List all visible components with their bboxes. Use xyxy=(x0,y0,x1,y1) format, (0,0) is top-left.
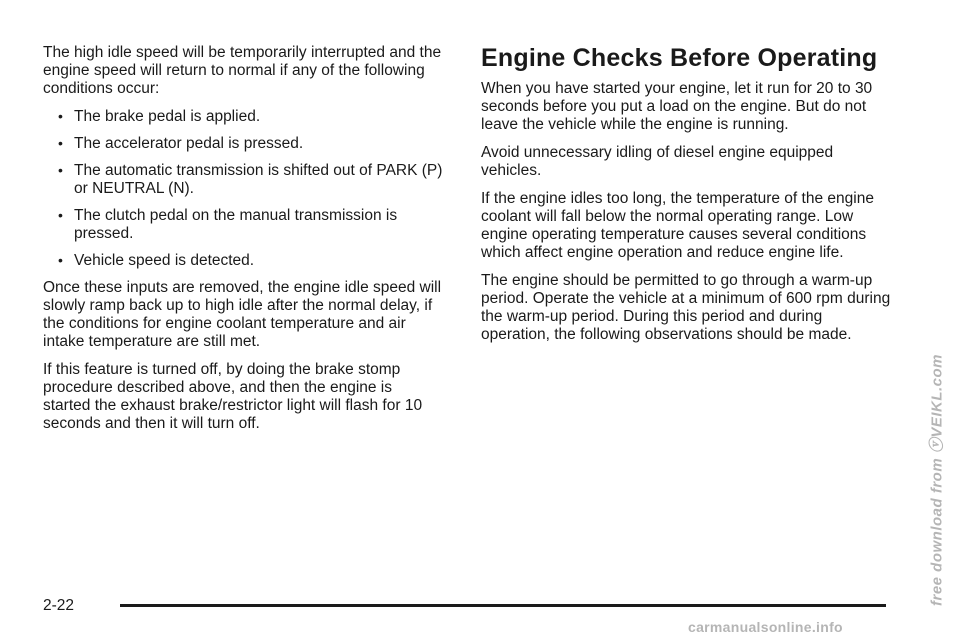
feature-off-paragraph: If this feature is turned off, by doing the brake stomp procedure described above, and then the engine is started the exhaust brake/restrictor light will flash for 10 seconds and then it will turn off. xyxy=(43,361,423,432)
bullet-icon: • xyxy=(58,135,63,151)
inputs-removed-paragraph: Once these inputs are removed, the engine idle speed will slowly ramp back up to high idle after the normal delay, if the conditions for engine coolant temperature and air intake temperature are still met. xyxy=(43,279,442,350)
bottom-watermark: carmanualsonline.info xyxy=(688,619,843,635)
page-number: 2-22 xyxy=(43,597,75,614)
body-paragraph: The engine should be permitted to go through a warm-up period. Operate the vehicle at a minimum of 600 rpm during the warm-up period. During this period and during operation, the following observations should be made. xyxy=(481,272,891,343)
right-column xyxy=(481,44,891,354)
list-item-text: The accelerator pedal is pressed. xyxy=(74,135,304,152)
bullet-icon: • xyxy=(58,252,63,268)
section-heading: Engine Checks Before Operating xyxy=(481,44,878,72)
intro-paragraph: The high idle speed will be temporarily interrupted and the engine speed will return to normal if any of the following conditions occur: xyxy=(43,44,442,97)
side-watermark-text: free download from ⓥVEIKL.com xyxy=(928,353,946,607)
bullet-icon: • xyxy=(58,207,63,223)
list-item xyxy=(43,162,443,198)
list-item xyxy=(43,108,443,126)
list-item-text: Vehicle speed is detected. xyxy=(74,252,255,269)
list-item-text: The automatic transmission is shifted out of PARK (P) or NEUTRAL (N). xyxy=(74,162,443,197)
list-item-text: The brake pedal is applied. xyxy=(74,108,261,125)
side-watermark xyxy=(921,336,951,624)
left-column xyxy=(43,44,443,443)
list-item xyxy=(43,135,443,153)
body-paragraph: Avoid unnecessary idling of diesel engine equipped vehicles. xyxy=(481,144,834,179)
list-item xyxy=(43,252,443,270)
conditions-list xyxy=(43,108,443,270)
bullet-icon: • xyxy=(58,108,63,124)
footer-rule xyxy=(120,604,886,607)
list-item-text: The clutch pedal on the manual transmission is pressed. xyxy=(74,207,398,242)
body-paragraph: When you have started your engine, let it run for 20 to 30 seconds before you put a load on the engine. But do not leave the vehicle while the engine is running. xyxy=(481,80,873,133)
bullet-icon: • xyxy=(58,162,63,178)
list-item xyxy=(43,207,443,243)
body-paragraph: If the engine idles too long, the temperature of the engine coolant will fall below the normal operating range. Low engine operating temperature causes several conditions which affect engine operation and reduce engine life. xyxy=(481,190,874,261)
